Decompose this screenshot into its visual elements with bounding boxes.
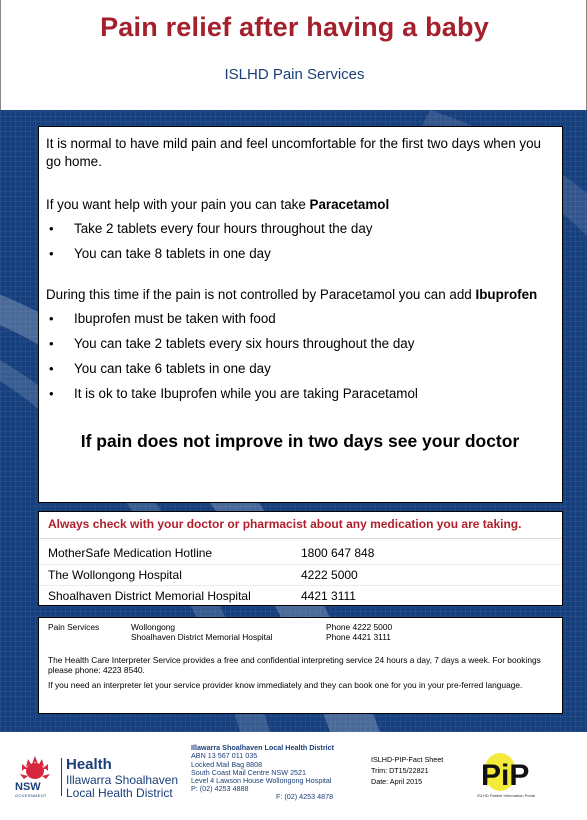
nsw-government: GOVERNMENT xyxy=(15,793,47,798)
contact-name: MotherSafe Medication Hotline xyxy=(48,546,213,560)
paracetamol-list xyxy=(46,220,554,270)
interpreter-text: The Health Care Interpreter Service provides a free and confidential interpreting service 24 hours a day, 7 days a week. For bookings please phone: 4223 8540. xyxy=(48,655,541,675)
district-line-2: Local Health District xyxy=(66,786,173,800)
contact-name: Shoalhaven District Memorial Hospital xyxy=(48,589,251,603)
interpreter-note: If you need an interpreter let your service provider know immediately and they can book one for you in your pre-ferred language. xyxy=(48,680,523,690)
page-title: Pain relief after having a baby xyxy=(100,12,489,42)
ref-line: ISLHD-PIP-Fact Sheet xyxy=(371,755,444,764)
fact-sheet-ref xyxy=(371,754,443,787)
page-header xyxy=(0,0,587,110)
list-item: • It is ok to take Ibuprofen while you are taking Paracetamol xyxy=(46,385,554,410)
contact-number: 1800 647 848 xyxy=(301,546,375,560)
lhd-name: Illawarra Shoalhaven Local Health District xyxy=(191,743,334,752)
list-item: • Ibuprofen must be taken with food xyxy=(46,310,554,335)
medication-check-box xyxy=(38,511,563,606)
list-item: • You can take 8 tablets in one day xyxy=(46,245,554,270)
pip-logo-text: PiP xyxy=(481,759,530,792)
list-item: • Take 2 tablets every four hours throughout the day xyxy=(46,220,554,245)
page-subtitle: ISLHD Pain Services xyxy=(224,66,365,83)
contact-number: 4222 5000 xyxy=(301,568,358,582)
main-content-box xyxy=(38,126,563,503)
ibuprofen-name: Ibuprofen xyxy=(475,287,538,302)
ibuprofen-intro xyxy=(46,286,554,304)
site-name: Shoalhaven District Memorial Hospital xyxy=(131,632,273,642)
contact-row xyxy=(39,585,562,606)
lhd-line: Locked Mail Bag 8808 xyxy=(191,759,263,769)
ibuprofen-list xyxy=(46,310,554,410)
contact-row xyxy=(39,543,562,564)
lhd-line: South Coast Mail Centre NSW 2521 xyxy=(191,767,307,777)
lhd-line: ABN 13 567 011 035 xyxy=(191,751,258,761)
waratah-icon xyxy=(14,754,56,784)
pip-logo-icon xyxy=(478,752,534,794)
intro-text: It is normal to have mild pain and feel uncomfortable for the first two days when you go home. xyxy=(46,136,541,169)
health-wordmark: Health xyxy=(66,756,112,773)
lhd-line: P: (02) 4253 4888 xyxy=(191,784,249,794)
lhd-fax: F: (02) 4253 4878 xyxy=(276,792,334,801)
lhd-line: Level 4 Lawson House Wollongong Hospital xyxy=(191,776,332,786)
logo-divider xyxy=(61,758,62,796)
paracetamol-intro xyxy=(46,196,554,214)
site-phone: Phone 4421 3111 xyxy=(326,632,391,642)
district-line-1: Illawarra Shoalhaven xyxy=(66,773,179,787)
paracetamol-lead: If you want help with your pain you can take xyxy=(46,197,310,212)
contact-row xyxy=(39,564,562,585)
paracetamol-name: Paracetamol xyxy=(309,197,390,212)
pain-services-grid xyxy=(48,622,553,644)
pain-services-label: Pain Services xyxy=(48,622,100,632)
lhd-address xyxy=(191,744,334,794)
contact-name: The Wollongong Hospital xyxy=(48,568,182,582)
ibuprofen-lead: During this time if the pain is not controlled by Paracetamol you can add xyxy=(46,287,476,302)
nsw-wordmark: NSW xyxy=(15,781,41,793)
pip-caption: ISLHD Patient Information Portal xyxy=(477,793,536,798)
list-item: • You can take 6 tablets in one day xyxy=(46,360,554,385)
ref-line: Trim: DT15/22821 xyxy=(371,766,429,775)
contact-number: 4421 3111 xyxy=(301,589,356,603)
doctor-warning: If pain does not improve in two days see your doctor xyxy=(80,431,520,451)
ref-line: Date: April 2015 xyxy=(371,777,423,786)
site-name: Wollongong xyxy=(131,622,176,632)
services-info-box xyxy=(38,617,563,714)
check-heading: Always check with your doctor or pharmacist about any medication you are taking. xyxy=(39,512,562,539)
site-phone: Phone 4222 5000 xyxy=(326,622,393,632)
list-item: • You can take 2 tablets every six hours throughout the day xyxy=(46,335,554,360)
